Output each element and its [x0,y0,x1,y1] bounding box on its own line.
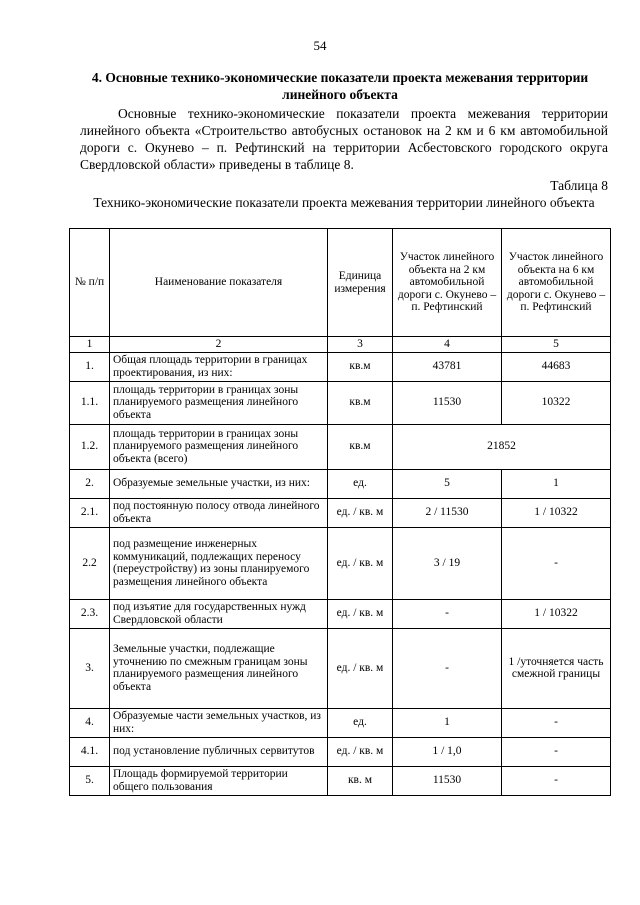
header-unit: Единица измерения [328,229,393,337]
row-num: 5. [70,766,110,795]
col-number: 4 [393,337,502,353]
row-name: Земельные участки, подлежащие уточнению по смежным границам зоны планируемого размещения линейного объекта [110,628,328,708]
row-value-2km: 5 [393,469,502,498]
table-row [70,766,611,795]
row-name: площадь территории в границах зоны планируемого размещения линейного объекта [110,381,328,424]
row-value-6km: - [502,708,611,737]
row-value-6km: 1 / 10322 [502,599,611,628]
row-unit: ед. / кв. м [328,737,393,766]
intro-paragraph: Основные технико-экономические показатели проекта межевания территории линейного объекта «Строительство автобусных остановок на 2 км и 6 км автомобильной дороги с. Окунево – п. Рефтинский на территории Асбестовского городского округа Свердловской области» приведены в таблице 8. [80,106,608,172]
section-title: 4. Основные технико-экономические показатели проекта межевания территории линейного объекта [91,70,589,102]
row-value-2km: - [393,628,502,708]
table-row [70,352,611,381]
table-row [70,424,611,469]
row-value-2km: 3 / 19 [393,527,502,599]
row-unit: ед. [328,708,393,737]
row-value-6km: - [502,737,611,766]
row-value-2km: 43781 [393,352,502,381]
row-value-2km: 1 / 1,0 [393,737,502,766]
row-unit: кв.м [328,381,393,424]
indicators-table [69,228,611,796]
row-unit: ед. / кв. м [328,599,393,628]
row-value-6km: 1 / 10322 [502,498,611,527]
row-value-6km: - [502,766,611,795]
row-value-6km: 1 [502,469,611,498]
table-row [70,527,611,599]
row-unit: ед. [328,469,393,498]
row-unit: кв.м [328,424,393,469]
row-unit: ед. / кв. м [328,527,393,599]
row-value-6km: 10322 [502,381,611,424]
row-value-2km: 2 / 11530 [393,498,502,527]
row-unit: кв. м [328,766,393,795]
row-unit: ед. / кв. м [328,498,393,527]
row-num: 3. [70,628,110,708]
row-num: 4. [70,708,110,737]
table-row [70,599,611,628]
row-num: 1.2. [70,424,110,469]
row-value-6km: 44683 [502,352,611,381]
row-num: 1.1. [70,381,110,424]
row-name: Образуемые части земельных участков, из них: [110,708,328,737]
row-num: 2.3. [70,599,110,628]
header-site-6km: Участок линейного объекта на 6 км автомобильной дороги с. Окунево – п. Рефтинский [502,229,611,337]
row-unit: ед. / кв. м [328,628,393,708]
row-num: 1. [70,352,110,381]
table-label: Таблица 8 [550,178,608,193]
row-name: Общая площадь территории в границах проектирования, из них: [110,352,328,381]
header-site-2km: Участок линейного объекта на 2 км автомобильной дороги с. Окунево – п. Рефтинский [393,229,502,337]
row-name: Образуемые земельные участки, из них: [110,469,328,498]
row-value-6km: 1 /уточняется часть смежной границы [502,628,611,708]
row-num: 4.1. [70,737,110,766]
table-row [70,737,611,766]
row-num: 2. [70,469,110,498]
row-name: под постоянную полосу отвода линейного объекта [110,498,328,527]
page-number: 54 [313,38,327,53]
header-num: № п/п [70,229,110,337]
row-name: площадь территории в границах зоны планируемого размещения линейного объекта (всего) [110,424,328,469]
row-name: под размещение инженерных коммуникаций, подлежащих переносу (переустройству) из зоны планируемого размещения линейного объекта [110,527,328,599]
row-name: под изъятие для государственных нужд Свердловской области [110,599,328,628]
row-name: под установление публичных сервитутов [110,737,328,766]
col-number: 5 [502,337,611,353]
col-number: 3 [328,337,393,353]
table-row [70,381,611,424]
row-name: Площадь формируемой территории общего пользования [110,766,328,795]
col-number: 1 [70,337,110,353]
row-num: 2.1. [70,498,110,527]
header-name: Наименование показателя [110,229,328,337]
table-caption: Технико-экономические показатели проекта межевания территории линейного объекта [93,195,595,210]
table-row [70,628,611,708]
table-row [70,498,611,527]
table-row [70,708,611,737]
row-value-2km: 11530 [393,381,502,424]
column-number-row [70,337,611,353]
row-value-2km: 11530 [393,766,502,795]
table-row [70,469,611,498]
row-num: 2.2 [70,527,110,599]
row-value-merged: 21852 [393,424,611,469]
row-unit: кв.м [328,352,393,381]
col-number: 2 [110,337,328,353]
row-value-2km: 1 [393,708,502,737]
header-row [70,229,611,337]
row-value-2km: - [393,599,502,628]
row-value-6km: - [502,527,611,599]
